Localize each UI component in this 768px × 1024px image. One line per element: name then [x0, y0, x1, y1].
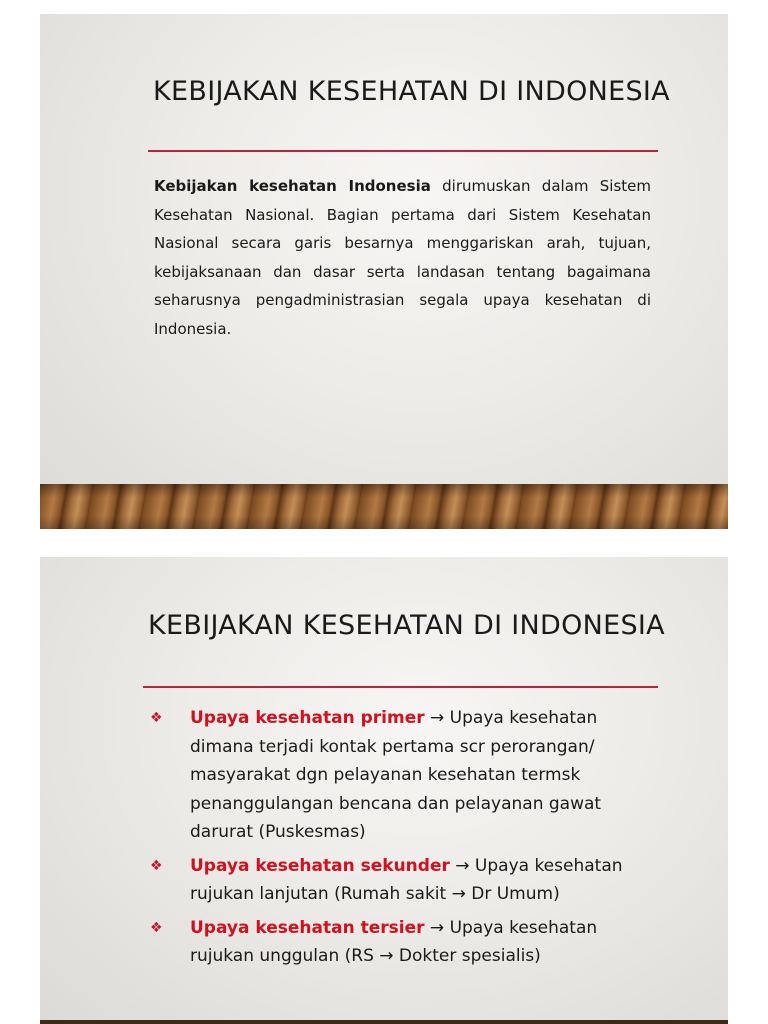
list-item — [148, 914, 648, 971]
title-divider — [143, 686, 658, 688]
bullet-text: → Upaya kesehatan dimana terjadi kontak pertama scr perorangan/ masyarakat dgn pelayanan kesehatan termsk penanggulangan bencana dan pelayanan gawat darurat (Puskesmas) — [190, 708, 602, 842]
diamond-bullet-icon: ❖ — [150, 857, 163, 874]
bullet-term: Upaya kesehatan tersier — [190, 917, 425, 938]
slide-2-title: KEBIJAKAN KESEHATAN DI INDONESIA — [148, 610, 665, 641]
wood-floor-decoration — [40, 1020, 728, 1024]
slide-1-paragraph — [154, 172, 651, 343]
bullet-text: → Upaya kesehatan rujukan unggulan (RS → Dokter spesialis) — [190, 917, 598, 966]
slide-1 — [40, 14, 728, 529]
bullet-text: → Upaya kesehatan rujukan lanjutan (Rumah sakit → Dr Umum) — [190, 855, 623, 904]
bullet-term: Upaya kesehatan primer — [190, 708, 425, 728]
diamond-bullet-icon: ❖ — [150, 710, 163, 726]
slide-2 — [40, 557, 728, 1024]
paragraph-body: dirumuskan dalam Sistem Kesehatan Nasional. Bagian pertama dari Sistem Kesehatan Nasional secara garis besarnya menggariskan arah, tujuan, kebijaksanaan dan dasar serta landasan tentang bagaimana seharusnya pengadministrasian segala upaya kesehatan di Indonesia. — [154, 177, 651, 338]
list-item — [148, 852, 648, 909]
paragraph-lead-bold: Kebijakan kesehatan Indonesia — [154, 177, 431, 195]
bullet-list — [148, 704, 648, 976]
list-item — [148, 704, 648, 847]
diamond-bullet-icon: ❖ — [150, 919, 163, 936]
title-divider — [148, 150, 658, 152]
bullet-term: Upaya kesehatan sekunder — [190, 855, 450, 876]
wood-floor-decoration — [40, 484, 728, 529]
slide-1-title: KEBIJAKAN KESEHATAN DI INDONESIA — [153, 76, 670, 107]
